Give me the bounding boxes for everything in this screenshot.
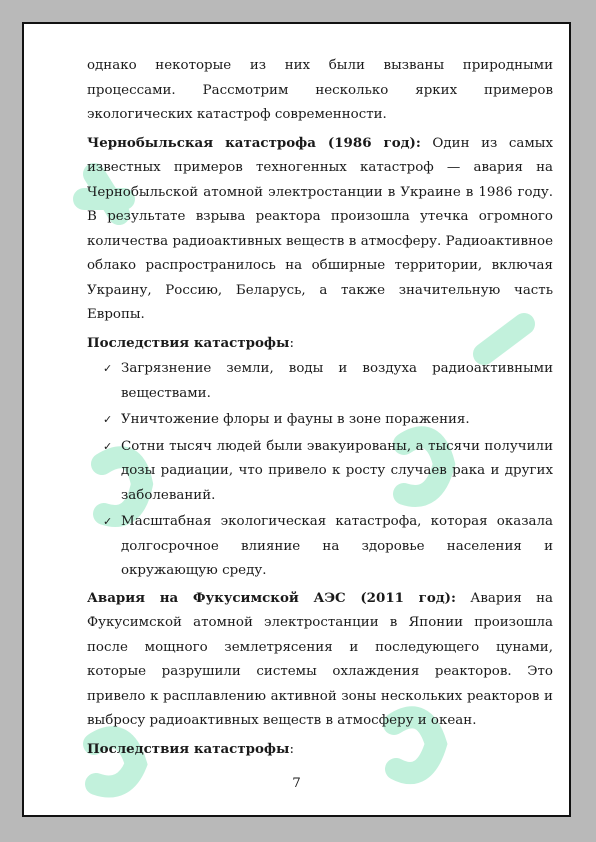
list-item xyxy=(87,408,553,433)
list-item-text: Масштабная экологическая катастрофа, которая оказала долгосрочное влияние на здоровье населения и окружающую среду. xyxy=(121,514,553,578)
list-item xyxy=(87,435,553,509)
list-item-text: Сотни тысяч людей были эвакуированы, а тысячи получили дозы радиации, что привело к росту случаев рака и других заболеваний. xyxy=(121,438,553,503)
chernobyl-title: Чернобыльская катастрофа (1986 год): xyxy=(87,134,421,151)
heading-colon: : xyxy=(289,335,294,351)
consequences-heading-1 xyxy=(87,331,553,357)
chernobyl-text: Один из самых известных примеров техногенных катастроф — авария на Чернобыльской атомной электростанции в Украине в 1986 году. В результате взрыва реактора произошла утечка огромного количества радиоактивных веществ в атмосферу. Радиоактивное облако распространилось на обширные территории, включая Украину, Россию, Беларусь, а также значительную часть Европы. xyxy=(87,135,553,322)
checkmark-icon: ✓ xyxy=(103,515,113,528)
intro-continuation-paragraph: однако некоторые из них были вызваны природными процессами. Рассмотрим несколько ярких примеров экологических катастроф современности. xyxy=(87,58,553,122)
list-item-text: Уничтожение флоры и фауны в зоне поражения. xyxy=(121,412,470,427)
consequences-heading-2 xyxy=(87,737,553,763)
list-item xyxy=(87,357,553,406)
consequences-heading-1-text: Последствия катастрофы xyxy=(87,334,290,351)
checkmark-icon: ✓ xyxy=(103,413,113,426)
fukushima-title: Авария на Фукусимской АЭС (2011 год): xyxy=(87,589,456,606)
chernobyl-consequences-list xyxy=(87,357,553,584)
fukushima-text: Авария на Фукусимской атомной электростанции в Японии произошла после мощного землетрясения и последующего цунами, которые разрушили системы охлаждения реакторов. Это привело к расплавлению активной зоны нескольких реакторов и выбросу радиоактивных веществ в атмосферу и океан. xyxy=(87,590,554,728)
checkmark-icon: ✓ xyxy=(103,362,113,375)
list-item-text: Загрязнение земли, воды и воздуха радиоактивными веществами. xyxy=(121,361,553,401)
heading-colon: : xyxy=(289,741,294,757)
fukushima-paragraph xyxy=(87,586,553,734)
document-body xyxy=(87,54,553,762)
page-number: 7 xyxy=(292,776,301,791)
document-page xyxy=(22,22,571,817)
list-item xyxy=(87,510,553,584)
checkmark-icon: ✓ xyxy=(103,439,113,453)
chernobyl-paragraph xyxy=(87,131,553,328)
consequences-heading-2-text: Последствия катастрофы xyxy=(87,740,290,757)
